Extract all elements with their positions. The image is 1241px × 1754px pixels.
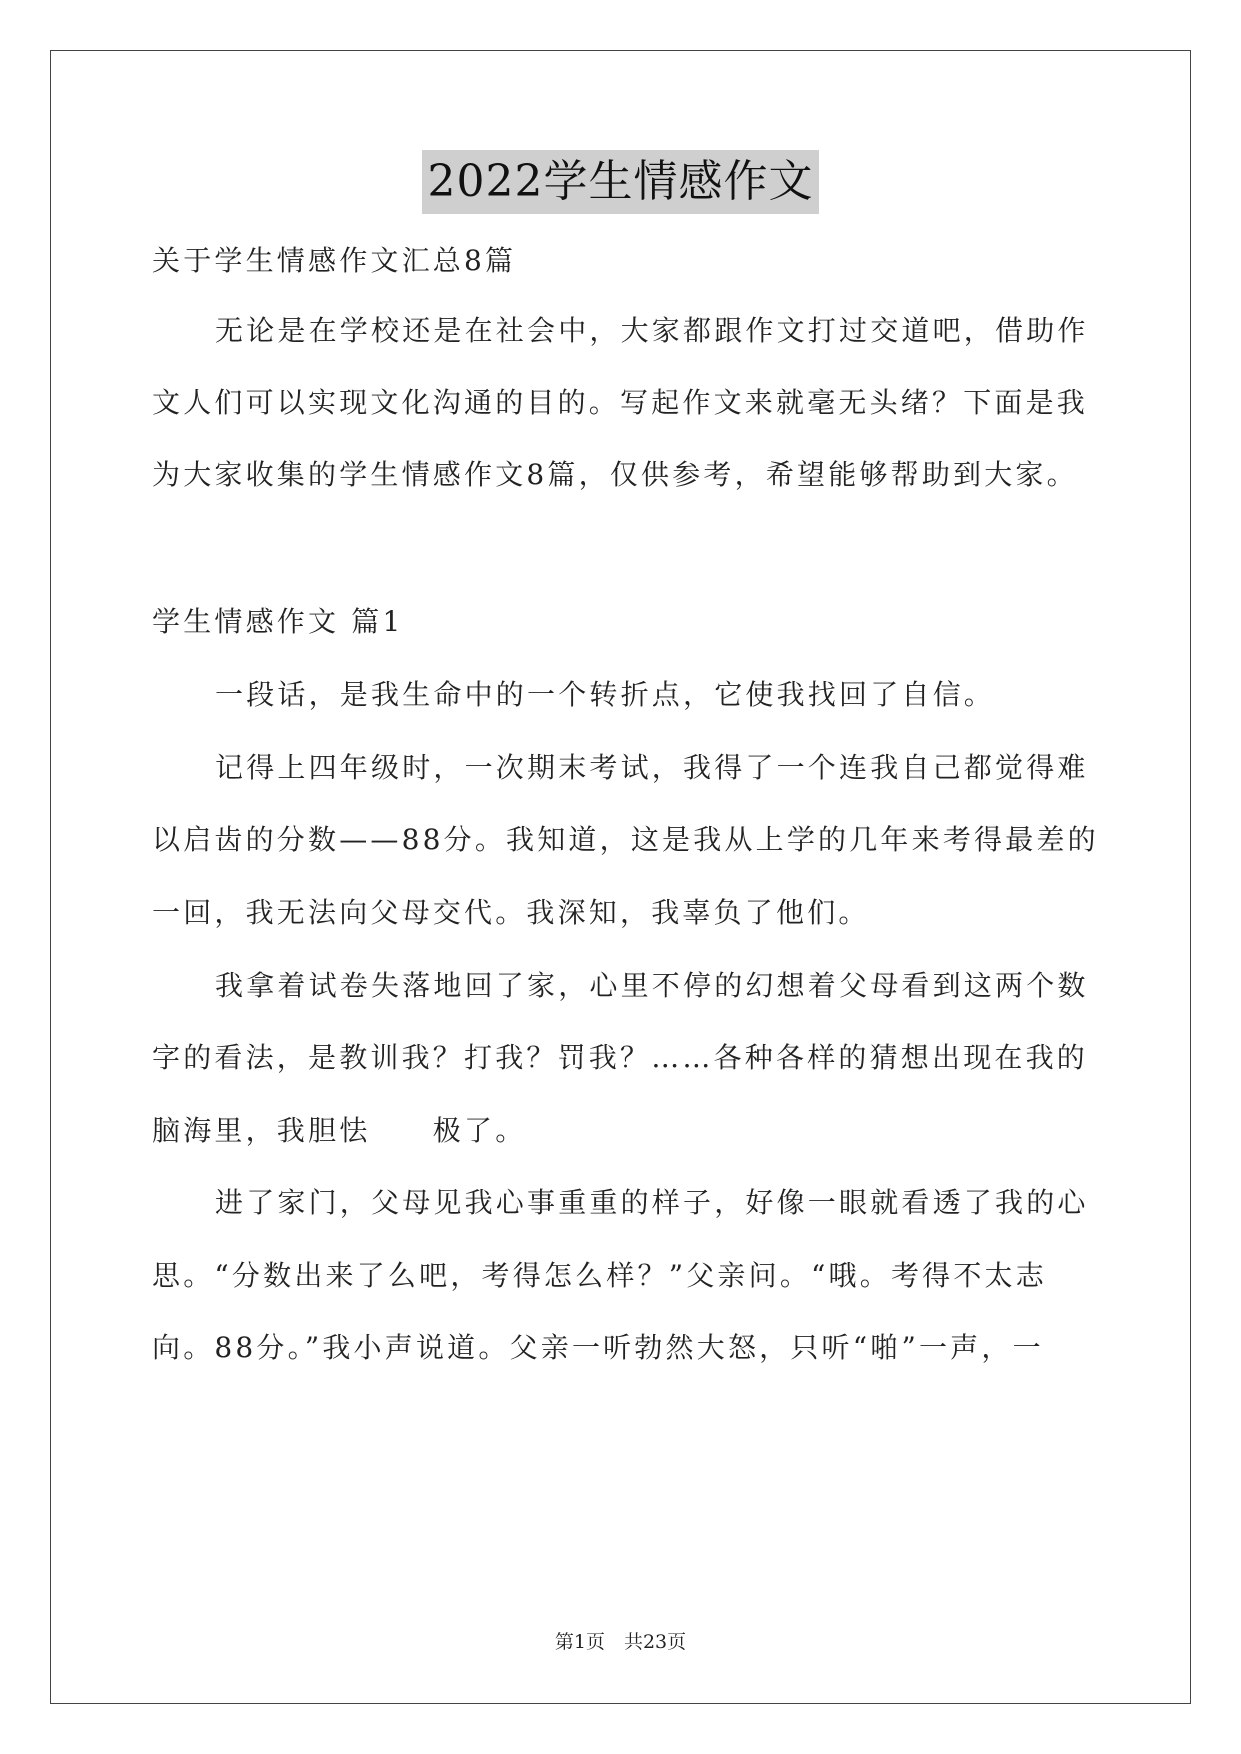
body-line-6: 字的看法，是教训我？打我？罚我？……各种各样的猜想出现在我的 [152, 1041, 1089, 1074]
body-line-2: 记得上四年级时，一次期末考试，我得了一个连我自己都觉得难 [215, 751, 1089, 784]
page-border [50, 50, 1191, 1704]
section-heading: 学生情感作文 篇1 [152, 605, 404, 638]
document-title: 2022学生情感作文 [422, 150, 820, 214]
body-line-10: 向。88分。”我小声说道。父亲一听勃然大怒，只听“啪”一声，一 [152, 1331, 1044, 1364]
body-line-9: 思。“分数出来了么吧，考得怎么样？”父亲问。“哦。考得不太志 [152, 1259, 1047, 1292]
document-title-wrapper [0, 150, 1241, 214]
body-line-8: 进了家门，父母见我心事重重的样子，好像一眼就看透了我的心 [215, 1186, 1089, 1219]
body-line-1: 一段话，是我生命中的一个转折点，它使我找回了自信。 [215, 678, 996, 711]
body-line-7: 脑海里，我胆怯 极了。 [152, 1114, 527, 1147]
body-line-5: 我拿着试卷失落地回了家，心里不停的幻想着父母看到这两个数 [215, 969, 1089, 1002]
page-number: 第1页 共23页 [554, 1631, 687, 1653]
intro-line-1: 无论是在学校还是在社会中，大家都跟作文打过交道吧，借助作 [215, 314, 1089, 347]
body-line-4: 一回，我无法向父母交代。我深知，我辜负了他们。 [152, 896, 870, 929]
intro-line-3: 为大家收集的学生情感作文8篇，仅供参考，希望能够帮助到大家。 [152, 458, 1078, 491]
body-line-3: 以启齿的分数——88分。我知道，这是我从上学的几年来考得最差的 [152, 823, 1099, 856]
intro-line-2: 文人们可以实现文化沟通的目的。写起作文来就毫无头绪？下面是我 [152, 386, 1089, 419]
subtitle: 关于学生情感作文汇总8篇 [152, 244, 517, 277]
